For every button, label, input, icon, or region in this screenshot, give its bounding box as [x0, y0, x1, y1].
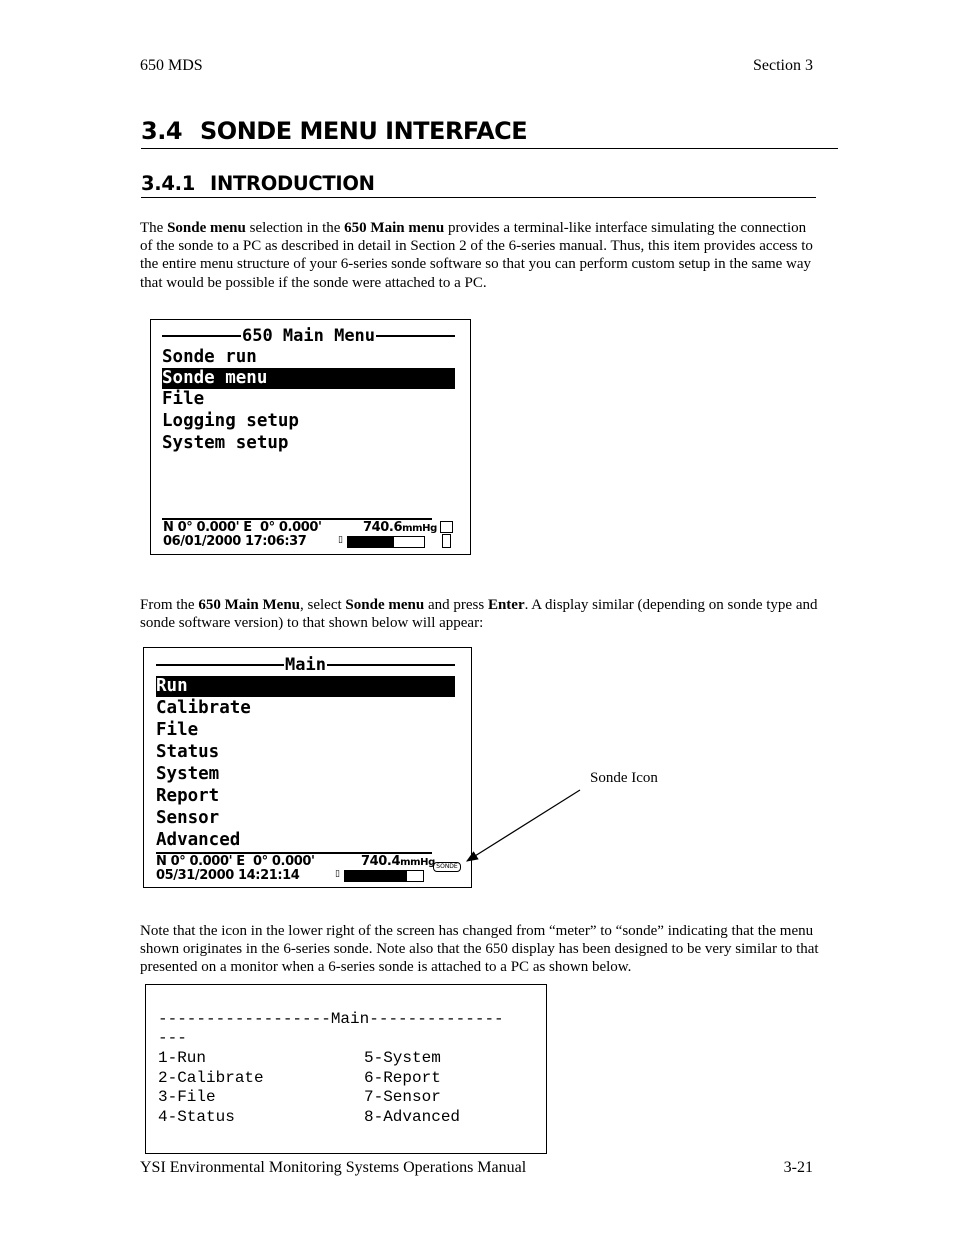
note-paragraph: Note that the icon in the lower right of the screen has changed from “meter” to “sonde” indicating that the menu shown originates in the 6-series sonde. Note also that the 650 display has been designed to be very similar to that presented on a monitor when a 6-series sonde is attached to a PC as shown below.	[140, 923, 819, 976]
terminal-option: 4-Status	[158, 1108, 235, 1126]
menu-item-report[interactable]: Report	[156, 786, 220, 806]
menu-item-logging-setup[interactable]: Logging setup	[162, 411, 299, 431]
menu-item-status[interactable]: Status	[156, 742, 220, 762]
subsection-heading	[141, 172, 816, 198]
screen-title: Main	[285, 655, 326, 675]
instruction-paragraph: From the 650 Main Menu, select Sonde menu and press Enter. A display similar (depending on sonde type and sonde software version) to that shown below will appear:	[140, 597, 818, 632]
datetime-readout: 06/01/2000 17:06:37	[163, 534, 307, 549]
datetime-readout: 05/31/2000 14:21:14	[156, 868, 300, 883]
battery-fill	[348, 537, 394, 547]
menu-item-sensor[interactable]: Sensor	[156, 808, 220, 828]
subsection-number: 3.4.1	[141, 172, 196, 195]
menu-item-advanced[interactable]: Advanced	[156, 830, 241, 850]
main-menu-screen	[150, 319, 471, 555]
sonde-main-screen	[143, 647, 472, 888]
menu-item-run[interactable]: Run	[156, 676, 455, 697]
section-title: SONDE MENU INTERFACE	[200, 117, 528, 145]
battery-bar	[344, 870, 424, 882]
battery-fill	[345, 871, 407, 881]
menu-item-sonde-menu[interactable]: Sonde menu	[162, 368, 455, 389]
battery-icon: ▯	[335, 869, 340, 879]
pressure-readout: 740.4mmHg	[361, 854, 435, 869]
meter-icon	[440, 521, 453, 533]
battery-icon: ▯	[338, 535, 343, 545]
terminal-option: 1-Run	[158, 1049, 207, 1067]
terminal-title-line: ------------------Main--------------	[158, 1010, 504, 1028]
gps-readout: N 0° 0.000' E 0° 0.000'	[163, 520, 322, 535]
terminal-option: 8-Advanced	[364, 1108, 461, 1126]
section-number: 3.4	[141, 117, 183, 145]
menu-item-calibrate[interactable]: Calibrate	[156, 698, 251, 718]
menu-item-file[interactable]: File	[162, 389, 205, 409]
menu-item-sonde-run[interactable]: Sonde run	[162, 347, 257, 367]
page-footer-left: YSI Environmental Monitoring Systems Operations Manual	[140, 1159, 527, 1176]
callout-label: Sonde Icon	[590, 770, 658, 786]
terminal-option: 5-System	[364, 1049, 441, 1067]
menu-item-system-setup[interactable]: System setup	[162, 433, 289, 453]
terminal-option: 6-Report	[364, 1069, 441, 1087]
page-header-right: Section 3	[753, 57, 813, 74]
pc-terminal-box	[145, 984, 547, 1154]
terminal-title-line-wrap: ---	[158, 1029, 187, 1047]
subsection-title: INTRODUCTION	[210, 172, 375, 195]
meter-handle-icon	[442, 534, 451, 548]
intro-paragraph: The Sonde menu selection in the 650 Main menu provides a terminal-like interface simulating the connection of the sonde to a PC as described in detail in Section 2 of the 6-series manual. Thus, this item provides access to the entire menu structure of your 6-series sonde software so that you can perform custom setup in the same way that would be possible if the sonde were attached to a PC.	[140, 220, 813, 291]
screen-title-bar	[156, 654, 455, 676]
section-heading	[141, 117, 838, 149]
sonde-icon: SONDE	[433, 862, 461, 872]
battery-bar	[347, 536, 425, 548]
page-number: 3-21	[783, 1159, 813, 1176]
menu-item-file[interactable]: File	[156, 720, 199, 740]
menu-item-system[interactable]: System	[156, 764, 220, 784]
callout-arrow	[455, 782, 590, 868]
terminal-option: 2-Calibrate	[158, 1069, 264, 1087]
page-header-left: 650 MDS	[140, 57, 203, 74]
screen-title: 650 Main Menu	[241, 326, 376, 346]
gps-readout: N 0° 0.000' E 0° 0.000'	[156, 854, 315, 869]
terminal-option: 7-Sensor	[364, 1088, 441, 1106]
terminal-option: 3-File	[158, 1088, 216, 1106]
screen-title-bar	[162, 325, 455, 347]
pressure-readout: 740.6mmHg	[363, 520, 437, 535]
